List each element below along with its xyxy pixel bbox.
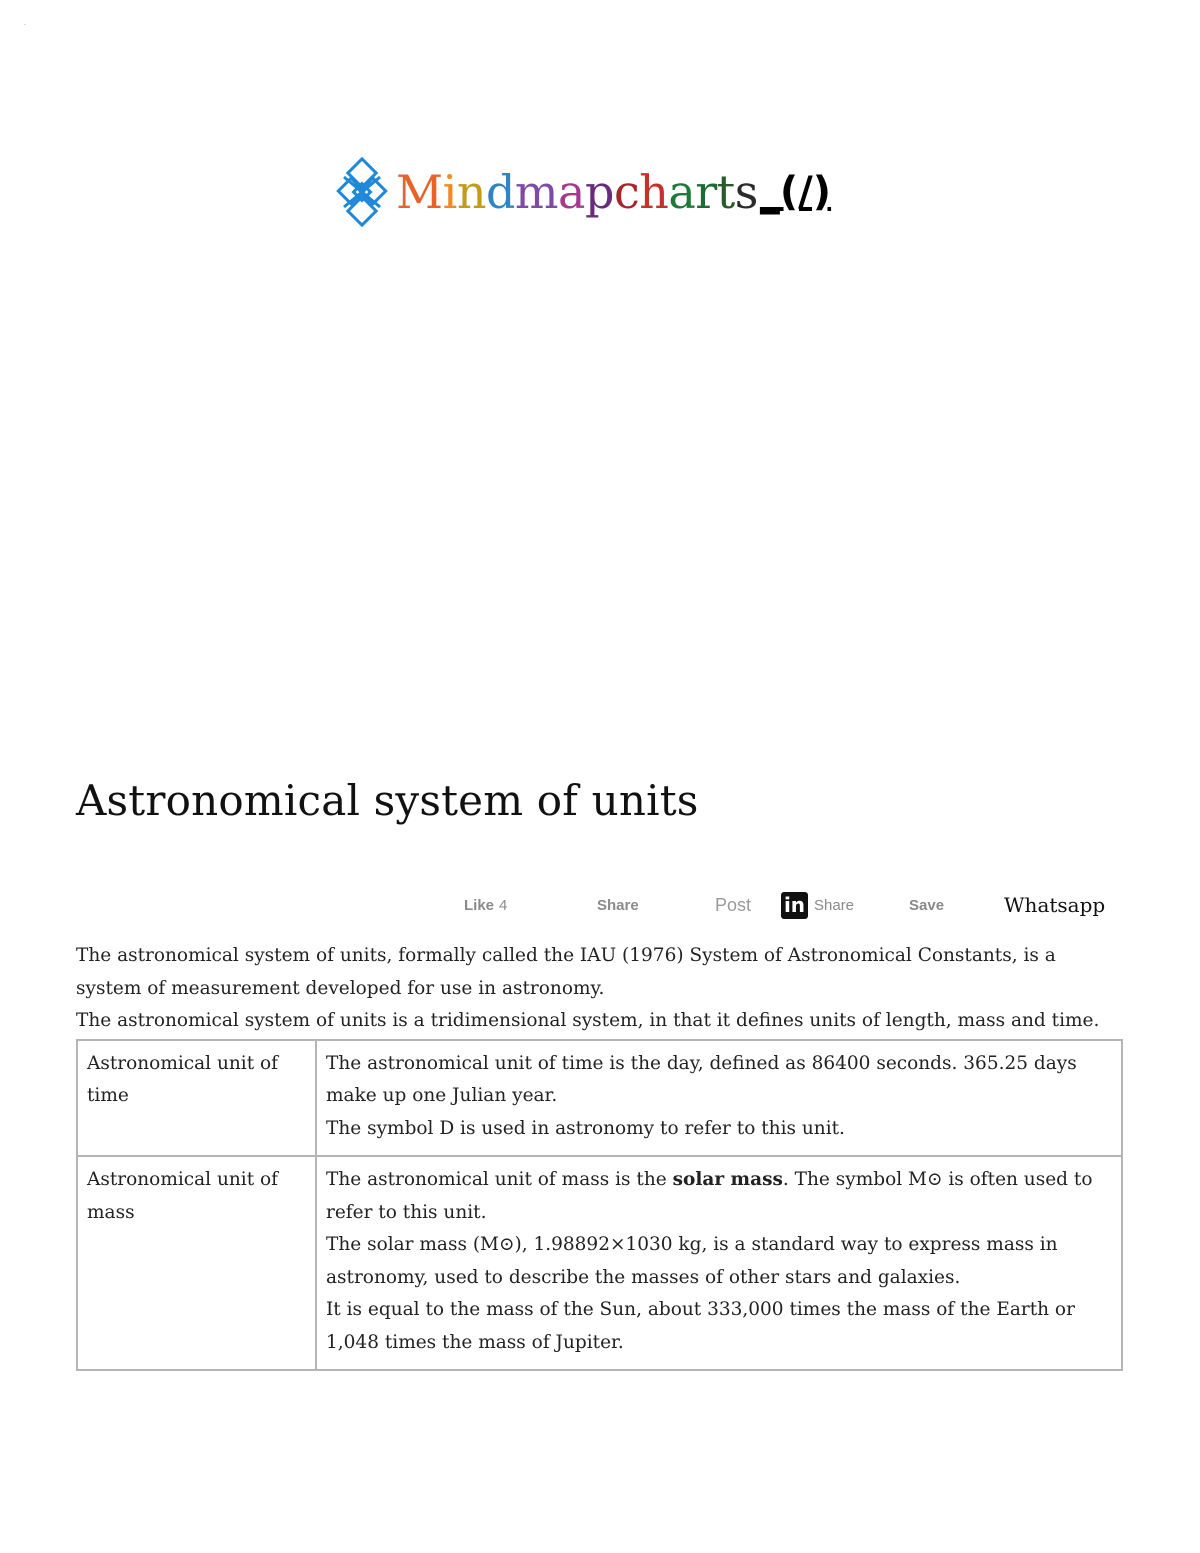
share-label: Share	[597, 896, 639, 914]
logo-letter: p	[584, 165, 614, 219]
units-table	[76, 1039, 1123, 1372]
desc-line: The astronomical unit of time is the day, defined as 86400 seconds. 365.25 days make up one Julian year.	[326, 1052, 1077, 1106]
like-button[interactable]	[464, 888, 507, 922]
linkedin-share-button[interactable]	[781, 888, 854, 922]
logo-letter: n	[456, 165, 486, 219]
desc-line: The solar mass (M⊙), 1.98892×1030 kg, is a standard way to express mass in astronomy, used to describe the masses of other stars and galaxies.	[326, 1234, 1058, 1288]
logo-letter: m	[514, 165, 559, 219]
row-label-mass: Astronomical unit of mass	[77, 1156, 316, 1370]
share-bar	[0, 888, 1200, 922]
site-logo[interactable]	[336, 154, 831, 230]
intro-paragraph-2: The astronomical system of units is a tridimensional system, in that it defines units of length, mass and time.	[76, 1010, 1100, 1031]
logo-letter: d	[485, 165, 515, 219]
intro-paragraph-1: The astronomical system of units, formally called the IAU (1976) System of Astronomical Constants, is a system of measurement developed for use in astronomy.	[76, 945, 1056, 999]
row-desc-time	[316, 1040, 1122, 1157]
page-title: Astronomical system of units	[76, 776, 699, 825]
like-count: 4	[499, 896, 508, 914]
desc-line: The symbol D is used in astronomy to refer to this unit.	[326, 1117, 845, 1139]
logo-suffix: _(/)	[759, 169, 832, 215]
table-row	[77, 1040, 1122, 1157]
logo-letter: a	[668, 165, 696, 219]
desc-line	[326, 1164, 1112, 1229]
row-desc-mass	[316, 1156, 1122, 1370]
save-button[interactable]	[909, 888, 944, 922]
linkedin-icon: in	[781, 892, 808, 919]
logo-letter: M	[396, 165, 443, 219]
desc-text: . The symbol M⊙ is often used to refer to this unit.	[326, 1169, 1093, 1223]
logo-letter: c	[613, 165, 640, 219]
logo-letter: i	[442, 165, 457, 219]
logo-letter: a	[558, 165, 585, 219]
linkedin-share-label: Share	[814, 896, 855, 914]
facebook-share-button[interactable]	[597, 888, 639, 922]
logo-wordmark	[396, 165, 758, 219]
post-button[interactable]	[715, 888, 751, 922]
logo-letter: s	[734, 165, 758, 219]
endless-knot-icon	[336, 157, 388, 227]
logo-letter: h	[639, 165, 669, 219]
table-row	[77, 1156, 1122, 1370]
logo-letter: r	[695, 165, 717, 219]
solar-mass-link[interactable]: solar mass	[672, 1169, 783, 1190]
whatsapp-label: Whatsapp	[1004, 893, 1106, 917]
corner-dot: .	[24, 20, 26, 27]
save-label: Save	[909, 896, 945, 914]
logo-letter: t	[716, 165, 735, 219]
desc-text: The astronomical unit of mass is the	[326, 1169, 673, 1190]
like-label: Like	[464, 896, 495, 914]
whatsapp-button[interactable]	[1004, 888, 1105, 922]
desc-line: It is equal to the mass of the Sun, about 333,000 times the mass of the Earth or 1,048 times the mass of Jupiter.	[326, 1299, 1075, 1353]
post-label: Post	[715, 894, 752, 915]
article-body	[76, 940, 1126, 1371]
row-label-time: Astronomical unit of time	[77, 1040, 316, 1157]
